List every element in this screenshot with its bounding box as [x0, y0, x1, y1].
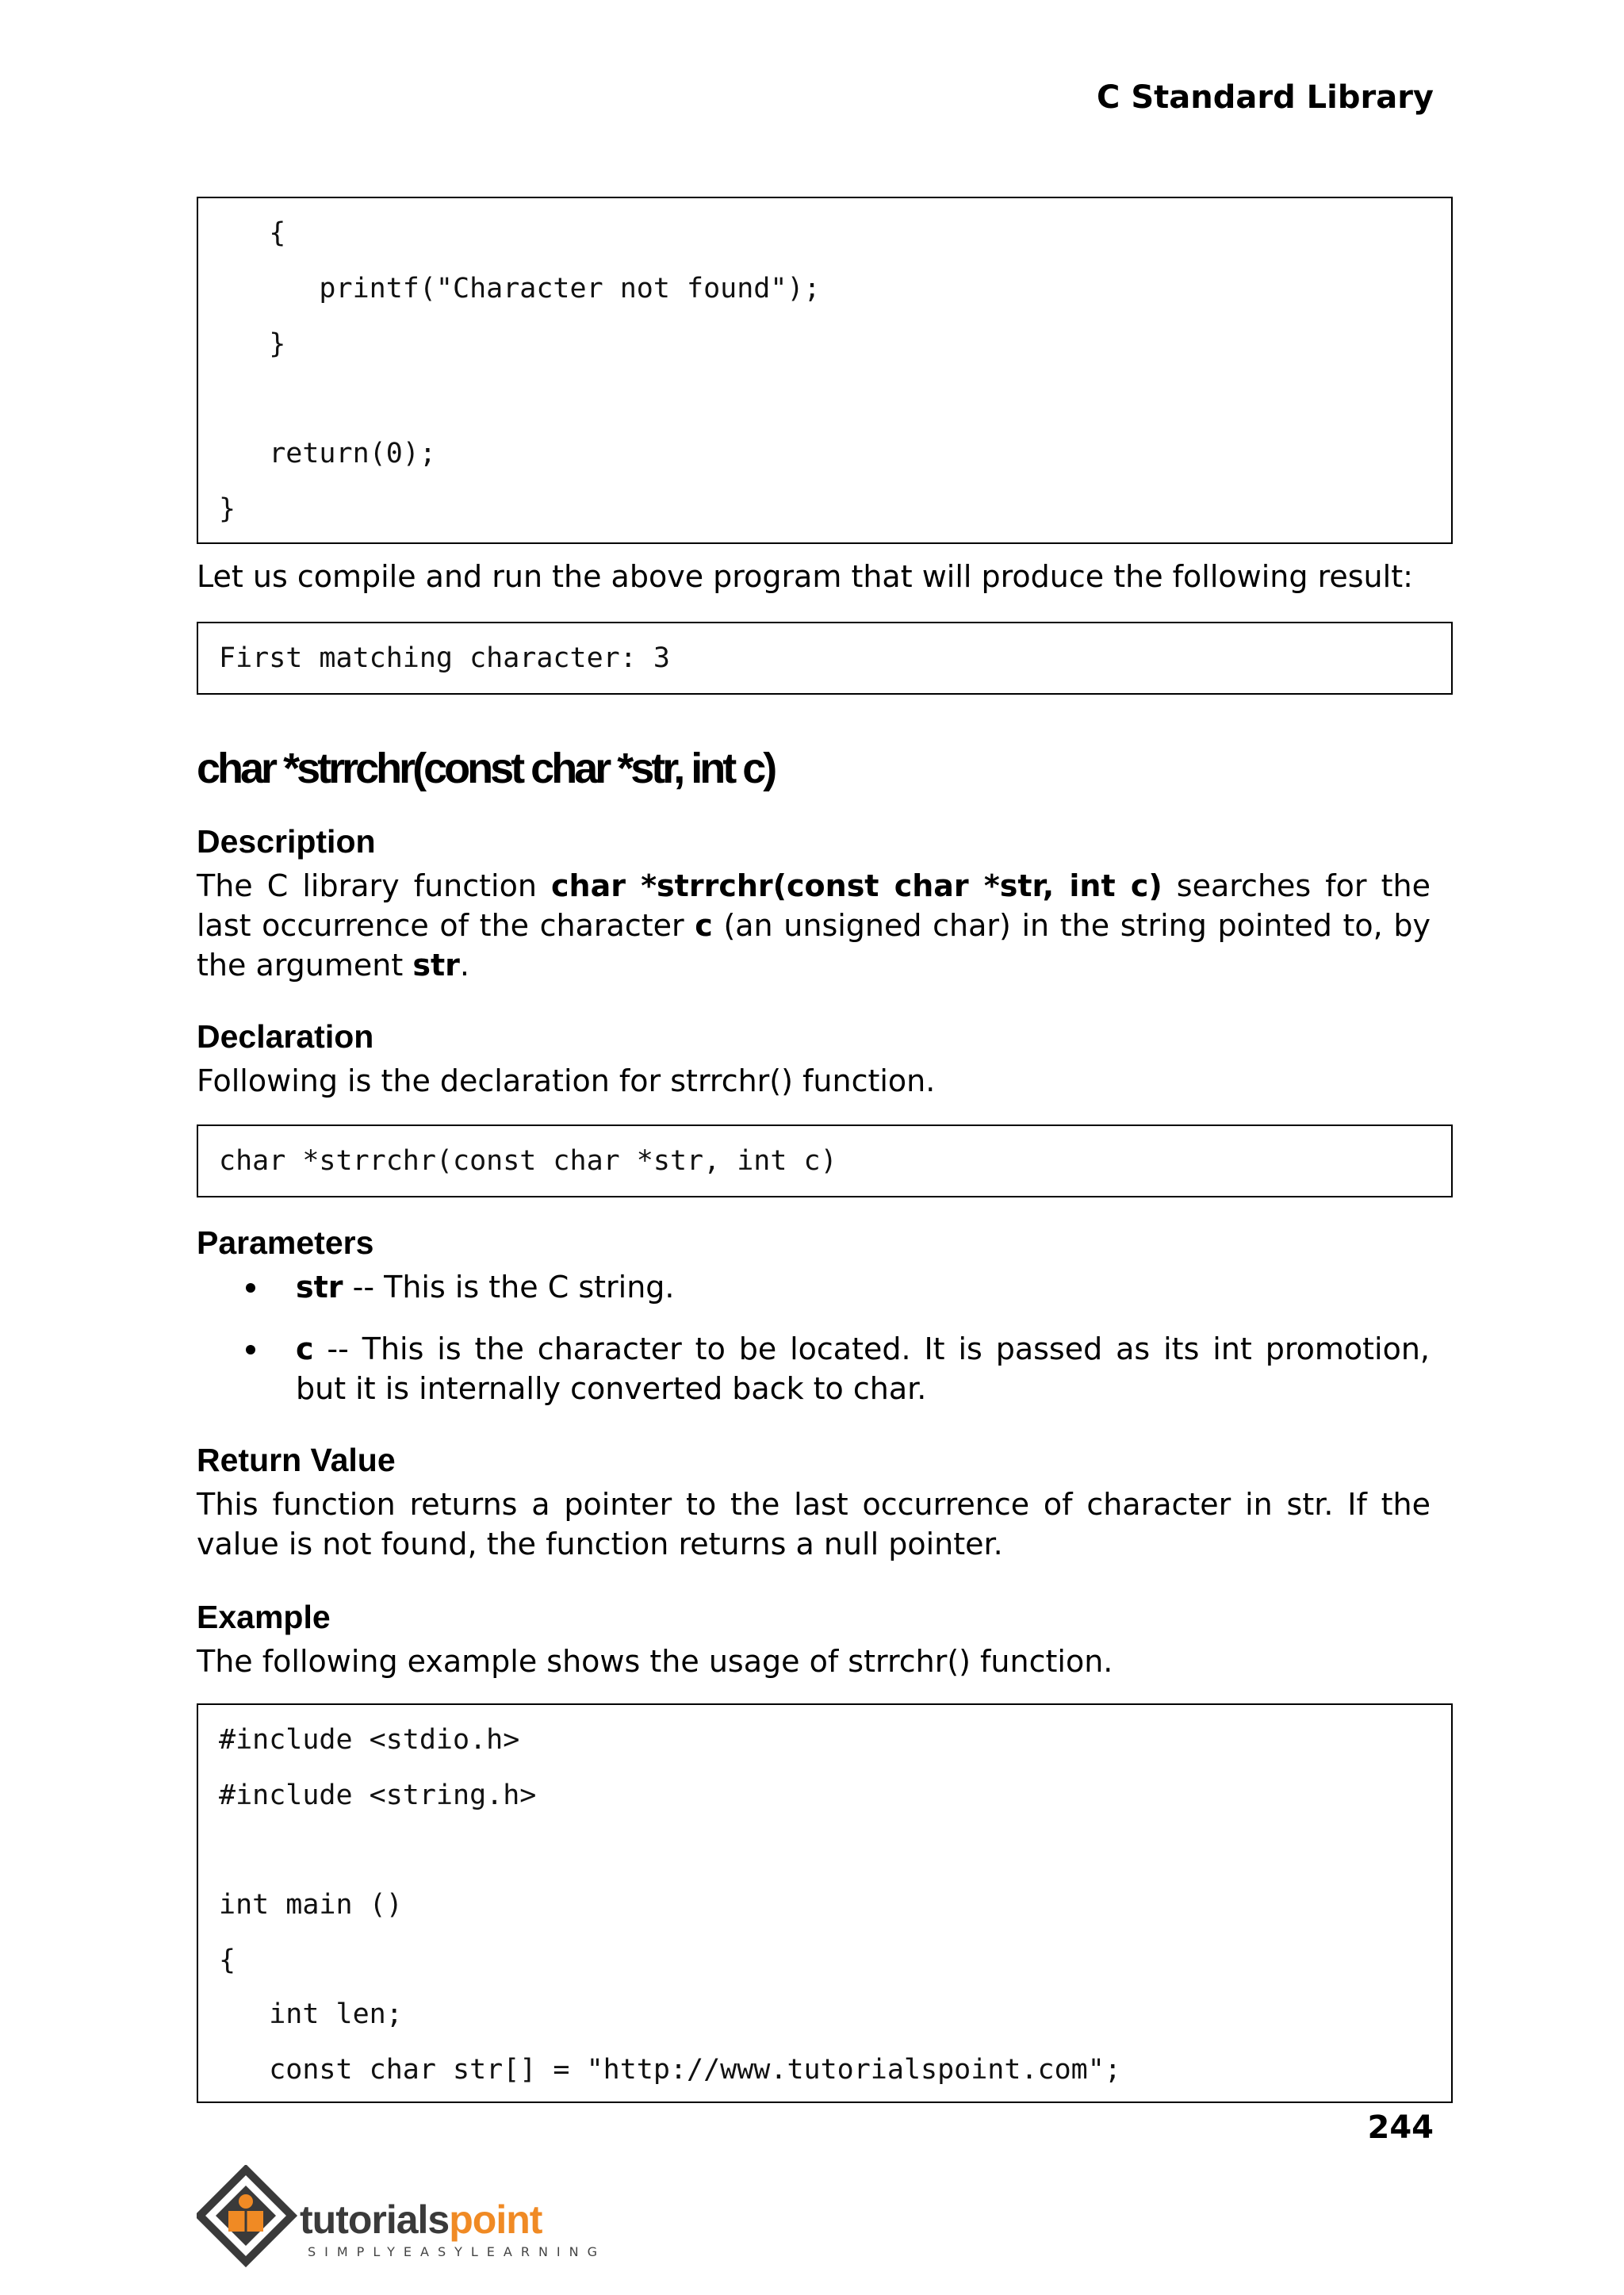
parameter-text	[296, 1267, 1430, 1307]
code-line: const char str[] = "http://www.tutorialspoint.com";	[219, 2054, 1121, 2086]
code-line: int len;	[219, 1998, 403, 2030]
example-paragraph: The following example shows the usage of strrchr() function.	[197, 1644, 1113, 1679]
code-line: printf("Character not found");	[219, 273, 821, 305]
description-signature: char *strrchr(const char *str, int c)	[551, 868, 1162, 903]
page-header-title: C Standard Library	[1097, 79, 1434, 116]
output-block	[197, 622, 1453, 695]
page-number: 244	[1367, 2109, 1434, 2146]
description-pre: The C library function	[197, 868, 551, 903]
code-line: }	[219, 328, 286, 360]
code-line: }	[219, 493, 236, 525]
logo-word-main: tutorials	[300, 2197, 450, 2242]
parameter-text	[296, 1329, 1430, 1408]
code-line: {	[219, 217, 286, 249]
parameter-name: str	[296, 1270, 343, 1305]
parameters-heading: Parameters	[197, 1224, 374, 1261]
code-line: return(0);	[219, 438, 436, 469]
code-line: #include <stdio.h>	[219, 1724, 520, 1756]
declaration-heading: Declaration	[197, 1018, 374, 1055]
code-line: int main ()	[219, 1889, 403, 1921]
parameter-name: c	[296, 1331, 314, 1366]
logo-word-accent: point	[449, 2197, 542, 2242]
function-title: char *strrchr(const char *str, int c)	[197, 745, 775, 792]
parameter-desc: -- This is the character to be located. It is passed as its int promotion, but it is internally converted back to char.	[296, 1331, 1430, 1406]
code-line: #include <string.h>	[219, 1780, 537, 1811]
description-end: .	[459, 948, 469, 983]
description-char-c: c	[695, 908, 713, 943]
logo-tagline: SIMPLYEASYLEARNING	[308, 2244, 607, 2259]
tutorialspoint-logo	[197, 2165, 607, 2284]
description-arg-str: str	[412, 948, 460, 983]
return-value-paragraph: This function returns a pointer to the last occurrence of character in str. If the value is not found, the function returns a null pointer.	[197, 1487, 1431, 1561]
description-mid2: (an unsigned char) in the string pointed to, by the argument	[197, 908, 1431, 983]
logo-wordmark	[300, 2197, 542, 2243]
logo-diamond-icon	[197, 2165, 308, 2284]
output-line: First matching character: 3	[219, 642, 670, 674]
declaration-code: char *strrchr(const char *str, int c)	[219, 1145, 837, 1177]
code-line: {	[219, 1944, 236, 1976]
parameter-desc: -- This is the C string.	[343, 1270, 675, 1305]
compile-paragraph: Let us compile and run the above program that will produce the following result:	[197, 559, 1413, 594]
bullet-icon	[246, 1345, 255, 1354]
code-block	[197, 197, 1453, 544]
description-mid: searches for the last occurrence of the character	[197, 868, 1431, 943]
example-code-block	[197, 1703, 1453, 2103]
declaration-code-block	[197, 1125, 1453, 1197]
description-heading: Description	[197, 823, 376, 860]
description-paragraph	[197, 866, 1431, 985]
return-value-heading: Return Value	[197, 1442, 396, 1478]
example-heading: Example	[197, 1599, 331, 1635]
bullet-icon	[246, 1283, 255, 1293]
declaration-paragraph: Following is the declaration for strrchr() function.	[197, 1063, 936, 1098]
